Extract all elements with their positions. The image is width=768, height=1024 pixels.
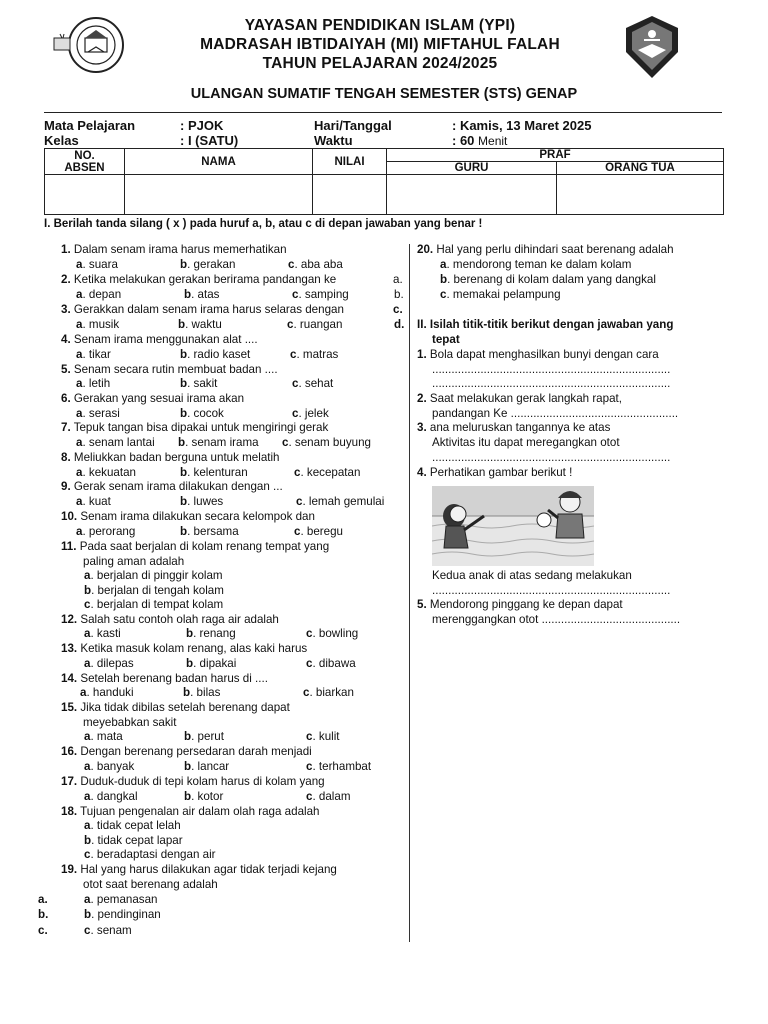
cell-guru[interactable] [387,175,557,215]
option-text: kekuatan [88,466,136,479]
option-text: dangkal [96,790,138,803]
question-text: Perhatikan gambar berikut ! [429,466,573,479]
option-text: berenang di kolam dalam yang dangkal [453,273,656,286]
question-number: 5. [417,598,427,611]
option-text: kuat [88,495,111,508]
option-text: perut [197,730,224,743]
option-b[interactable]: b. gerakan [180,258,236,271]
question-text: Bola dapat menghasilkan bunyi dengan cara [429,348,659,361]
option-c[interactable]: c. senam buyung [282,436,371,449]
question-text: Dengan berenang persedaran darah menjadi [80,745,312,758]
question-number: 10. [61,510,78,523]
option-c[interactable]: c. matras [290,348,339,361]
col-orang-tua: ORANG TUA [557,162,724,175]
option-text: sakit [193,377,218,390]
exam-title: ULANGAN SUMATIF TENGAH SEMESTER (STS) GENAP [190,86,578,102]
question-6 [61,392,244,406]
school-name: MADRASAH IBTIDAIYAH (MI) MIFTAHUL FALAH [200,36,560,53]
question-text: Meliukkan badan berguna untuk melatih [73,451,280,464]
question-text: Setelah berenang badan harus di .... [80,672,268,685]
question-text: Gerak senam irama dilakukan dengan ... [73,480,283,493]
stray-letter-a: a. [38,893,48,906]
question-number: 5. [61,363,71,376]
question-number: 3. [417,421,427,434]
option-b[interactable]: b. bersama [180,525,239,538]
day-value: : Kamis, 13 Maret 2025 [452,118,592,133]
class-value: : I (SATU) [180,133,239,148]
question-text: Ketika masuk kolam renang, alas kaki harus [80,642,308,655]
option-a[interactable]: a. mata [84,730,123,743]
stray-letter-b: b. [394,288,404,301]
option-c[interactable]: c. ruangan [287,318,343,331]
question-text: Senam irama menggunakan alat .... [73,333,258,346]
column-divider [409,244,410,942]
option-text: biarkan [315,686,354,699]
question-number: 12. [61,613,78,626]
option-text: beregu [306,525,344,538]
option-text: tidak cepat lapar [97,834,183,847]
question-7 [61,421,328,435]
question-18 [61,805,320,819]
question-text: Saat melakukan gerak langkah rapat, [429,392,622,405]
question-number: 11. [61,540,77,553]
letterhead-text [150,16,610,73]
answer-line[interactable]: .......................................................................... [432,451,671,464]
option-a[interactable]: a. banyak [84,760,135,773]
time-value [452,134,507,148]
subject-label: Mata Pelajaran [44,118,136,133]
option-c[interactable]: c. memakai pelampung [440,288,561,301]
option-b[interactable]: b. sakit [180,377,218,390]
question-text: Gerakkan dalam senam irama harus selaras dengan [73,303,344,316]
class-label: Kelas [44,133,79,148]
question-16 [61,745,312,759]
option-text: perorang [88,525,136,538]
question-number: 17. [61,775,78,788]
question-number: 14. [61,672,78,685]
option-text: pemanasan [96,893,158,906]
section1-instruction: I. Berilah tanda silang ( x ) pada huruf a, b, atau c di depan jawaban yang benar ! [44,218,483,230]
option-text: gerakan [193,258,236,271]
option-text: dibawa [318,657,356,670]
option-text: kasti [96,627,121,640]
question-number: 9. [61,480,71,493]
option-text: pendinginan [97,908,161,921]
option-text: lancar [197,760,230,773]
question-19-line2: otot saat berenang adalah [83,878,218,891]
question-11 [61,540,329,554]
option-text: musik [88,318,120,331]
question-11-line2: paling aman adalah [83,555,185,568]
question-number: 2. [61,273,71,286]
option-b[interactable]: b. luwes [180,495,224,508]
question-number: 3. [61,303,71,316]
option-text: senam buyung [294,436,371,449]
option-a[interactable]: a. tidak cepat lelah [84,819,181,832]
essay-question-1 [417,348,659,362]
option-b[interactable]: b. senam irama [178,436,259,449]
option-text: jelek [304,407,329,420]
question-20 [417,243,674,257]
question-number: 4. [61,333,71,346]
section2-title-line2: tepat [432,333,460,346]
option-b[interactable]: b. perut [184,730,224,743]
question-text: ana meluruskan tangannya ke atas [429,421,611,434]
option-b[interactable]: b. cocok [180,407,224,420]
option-a[interactable]: a. suara [76,258,118,271]
stray-letter-a: a. [393,273,403,286]
question-text: Senam irama dilakukan secara kelompok dan [80,510,315,523]
option-a[interactable]: a. dilepas [84,657,134,670]
option-b[interactable]: b. atas [184,288,220,301]
option-b[interactable]: b. lancar [184,760,230,773]
question-17 [61,775,325,789]
time-number: : 60 [452,133,475,148]
option-c[interactable]: c. terhambat [306,760,372,773]
day-label: Hari/Tanggal [314,118,392,133]
option-a[interactable]: a. berjalan di pinggir kolam [84,569,223,582]
col-no-absen-line1: NO. [74,149,95,162]
option-c[interactable]: c. kulit [306,730,340,743]
time-unit: Menit [478,134,508,148]
option-text: radio kaset [193,348,251,361]
stray-letter-c: c. [393,303,403,316]
question-text: Duduk-duduk di tepi kolam harus di kolam yang [80,775,325,788]
option-c[interactable]: c. kecepatan [294,466,361,479]
answer-line[interactable]: .......................................................................... [432,363,671,376]
option-text: atas [197,288,220,301]
col-no-absen [45,149,125,175]
cell-nama[interactable] [125,175,313,215]
option-a[interactable]: a. mendorong teman ke dalam kolam [440,258,632,271]
option-text: dalam [318,790,351,803]
question-number: 2. [417,392,427,405]
col-no-absen-line2: ABSEN [64,161,105,174]
score-table [44,148,724,215]
question-19 [61,863,337,877]
essay-question-5 [417,598,623,612]
option-text: letih [88,377,111,390]
option-text: bilas [196,686,221,699]
question-number: 4. [417,466,427,479]
option-text: ruangan [299,318,343,331]
option-a[interactable]: a. handuki [80,686,134,699]
col-guru: GURU [387,162,557,175]
option-c[interactable]: c. sehat [292,377,334,390]
question-number: 8. [61,451,71,464]
option-text: senam lantai [88,436,155,449]
option-a[interactable]: a. depan [76,288,122,301]
option-a[interactable]: a. pemanasan [84,893,158,906]
question-4 [61,333,258,347]
question-1 [61,243,287,257]
option-text: aba aba [300,258,343,271]
option-text: berjalan di tempat kolam [96,598,224,611]
swimming-children-illustration [432,486,594,566]
question-5 [61,363,278,377]
question-number: 7. [61,421,71,434]
section2-title: II. Isilah titik-titik berikut dengan jawaban yang [417,318,674,331]
option-c[interactable]: c. senam [84,924,132,937]
question-text: Gerakan yang sesuai irama akan [73,392,245,405]
option-text: senam [96,924,132,937]
option-text: samping [304,288,349,301]
option-c[interactable]: c. bowling [306,627,359,640]
answer-line[interactable]: .......................................................................... [432,377,671,390]
option-b[interactable]: b. renang [186,627,236,640]
option-a[interactable]: a. dangkal [84,790,138,803]
option-b[interactable]: b. bilas [183,686,221,699]
option-b[interactable]: b. tidak cepat lapar [84,834,183,847]
divider [44,112,722,113]
question-text: Ketika melakukan gerakan berirama pandangan ke [73,273,337,286]
question-number: 1. [417,348,427,361]
question-number: 1. [61,243,71,256]
option-text: terhambat [318,760,372,773]
option-text: mata [96,730,123,743]
option-b[interactable]: b. dipakai [186,657,237,670]
subject-value: : PJOK [180,118,224,133]
option-a[interactable]: a. kuat [76,495,111,508]
option-text: mendorong teman ke dalam kolam [452,258,632,271]
option-text: dipakai [199,657,237,670]
stray-letter-d: d. [394,318,405,331]
option-text: bersama [193,525,239,538]
cell-no-absen[interactable] [45,175,125,215]
question-text: Jika tidak dibilas setelah berenang dapat [80,701,290,714]
question-number: 20. [417,243,434,256]
question-number: 16. [61,745,78,758]
option-text: matras [302,348,339,361]
question-14 [61,672,268,686]
answer-line[interactable]: .......................................................................... [432,584,671,597]
question-number: 6. [61,392,71,405]
option-text: sehat [304,377,334,390]
question-number: 18. [61,805,78,818]
cell-orang-tua[interactable] [557,175,724,215]
option-text: depan [88,288,122,301]
question-13 [61,642,307,656]
stray-letter-c: c. [38,924,48,937]
academic-year: TAHUN PELAJARAN 2024/2025 [262,55,498,72]
col-praf: PRAF [387,149,724,162]
question-3-line2: Aktivitas itu dapat meregangkan otot [432,436,620,449]
question-10 [61,510,315,524]
question-text: Pada saat berjalan di kolam renang tempat yang [79,540,330,553]
option-a[interactable]: a. perorang [76,525,136,538]
question-3 [61,303,344,317]
question-number: 19. [61,863,78,876]
option-text: bowling [318,627,359,640]
stray-letter-b: b. [38,908,49,921]
option-text: handuki [92,686,134,699]
option-text: lemah gemulai [308,495,385,508]
col-nilai: NILAI [313,149,387,175]
kemenag-emblem-icon [620,14,684,80]
school-emblem-icon [52,16,140,74]
option-text: kelenturan [193,466,248,479]
time-label: Waktu [314,133,353,148]
question-text: Tujuan pengenalan air dalam olah raga adalah [80,805,320,818]
option-b[interactable]: b. berjalan di tengah kolam [84,584,224,597]
option-text: serasi [88,407,120,420]
foundation-name: YAYASAN PENDIDIKAN ISLAM (YPI) [244,17,516,34]
option-b[interactable]: b. pendinginan [84,908,161,921]
option-text: memakai pelampung [452,288,561,301]
option-text: kecepatan [306,466,361,479]
option-text: beradaptasi dengan air [96,848,216,861]
option-text: suara [88,258,118,271]
option-text: berjalan di pinggir kolam [96,569,223,582]
question-text: Tepuk tangan bisa dipakai untuk mengiringi gerak [73,421,329,434]
question-text: Senam secara rutin membuat badan .... [73,363,278,376]
option-b[interactable]: b. waktu [178,318,222,331]
option-b[interactable]: b. kotor [184,790,224,803]
option-a[interactable]: a. tikar [76,348,111,361]
option-text: dilepas [96,657,134,670]
letterhead [0,12,768,72]
question-text: Dalam senam irama harus memerhatikan [73,243,287,256]
question-9 [61,480,283,494]
question-text: Hal yang perlu dihindari saat berenang adalah [436,243,674,256]
option-text: luwes [193,495,224,508]
question-text: Hal yang harus dilakukan agar tidak terjadi kejang [80,863,337,876]
question-text: Mendorong pinggang ke depan dapat [429,598,623,611]
question-number: 13. [61,642,78,655]
answer-line[interactable]: pandangan Ke .................................................... [432,407,679,420]
option-c[interactable]: c. berjalan di tempat kolam [84,598,224,611]
question-8 [61,451,280,465]
option-text: kotor [197,790,224,803]
option-text: senam irama [191,436,259,449]
option-a[interactable]: a. senam lantai [76,436,155,449]
essay-question-3 [417,421,610,435]
option-c[interactable]: c. aba aba [288,258,343,271]
option-a[interactable]: a. musik [76,318,120,331]
option-c[interactable]: c. lemah gemulai [296,495,385,508]
question-15-line2: meyebabkan sakit [83,716,177,729]
option-c[interactable]: c. biarkan [303,686,354,699]
option-text: cocok [193,407,224,420]
option-text: waktu [191,318,222,331]
question-2 [61,273,336,287]
cell-nilai[interactable] [313,175,387,215]
option-a[interactable]: a. serasi [76,407,120,420]
option-a[interactable]: a. kekuatan [76,466,136,479]
option-c[interactable]: c. beregu [294,525,344,538]
option-b[interactable]: b. radio kaset [180,348,251,361]
option-text: renang [199,627,236,640]
option-text: tikar [88,348,111,361]
essay-question-2 [417,392,622,406]
option-text: tidak cepat lelah [96,819,181,832]
option-text: kulit [318,730,340,743]
essay-question-4 [417,466,572,480]
option-b[interactable]: b. kelenturan [180,466,248,479]
question-12 [61,613,279,627]
option-text: berjalan di tengah kolam [97,584,224,597]
option-b[interactable]: b. berenang di kolam dalam yang dangkal [440,273,656,286]
question-4-line2: Kedua anak di atas sedang melakukan [432,569,632,582]
col-nama: NAMA [125,149,313,175]
answer-line[interactable]: merenggangkan otot ........................................... [432,613,681,626]
question-number: 15. [61,701,78,714]
option-c[interactable]: c. dalam [306,790,351,803]
option-c[interactable]: c. dibawa [306,657,356,670]
question-15 [61,701,290,715]
option-a[interactable]: a. letih [76,377,111,390]
option-text: banyak [96,760,135,773]
option-c[interactable]: c. jelek [292,407,329,420]
option-c[interactable]: c. beradaptasi dengan air [84,848,216,861]
question-text: Salah satu contoh olah raga air adalah [80,613,279,626]
option-c[interactable]: c. samping [292,288,349,301]
option-a[interactable]: a. kasti [84,627,121,640]
